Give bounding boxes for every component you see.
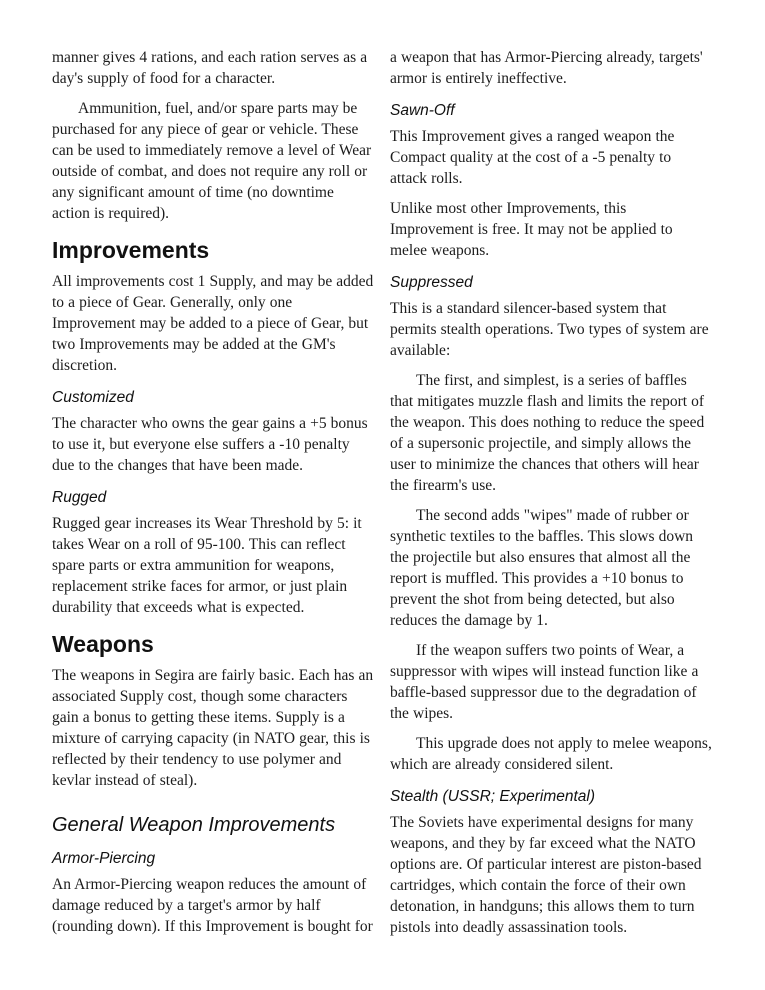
paragraph: manner gives 4 rations, and each ration serves as a day's supply of food for a character. bbox=[52, 49, 368, 87]
paragraph: The second adds "wipes" made of rubber or synthetic textiles to the baffles. This slows down the projectile but also ensures that almost all the report is muffled. This provides a +10 bonus to prevent the shot from being detected, but also reduces the damage by 1. bbox=[390, 507, 694, 629]
entry-heading: Rugged bbox=[52, 489, 107, 506]
paragraph: This is a standard silencer-based system that permits stealth operations. Two types of system are available: bbox=[390, 300, 709, 359]
paragraph: Rugged gear increases its Wear Threshold by 5: it takes Wear on a roll of 95-100. This can reflect spare parts or extra ammunition for weapons, replacement strike faces for armor, or just plain durability that exceeds what is expected. bbox=[52, 515, 362, 616]
section-heading: Weapons bbox=[52, 631, 154, 657]
paragraph: The weapons in Segira are fairly basic. Each has an associated Supply cost, though some characters gain a bonus to getting these items. Supply is a mixture of carrying capacity (in NATO gear, this is reflected by their tendency to use polymer and kevlar instead of steal). bbox=[52, 667, 374, 789]
subsection-heading: General Weapon Improvements bbox=[52, 814, 336, 836]
entry-heading: Stealth (USSR; Experimental) bbox=[390, 788, 596, 805]
entry-heading: Sawn-Off bbox=[390, 102, 455, 119]
paragraph: Unlike most other Improvements, this Improvement is free. It may not be applied to melee weapons. bbox=[390, 200, 673, 259]
paragraph: This Improvement gives a ranged weapon the Compact quality at the cost of a -5 penalty to attack rolls. bbox=[390, 128, 675, 187]
paragraph: Ammunition, fuel, and/or spare parts may be purchased for any piece of gear or vehicle. These can be used to immediately remove a level of Wear outside of combat, and does not require any roll or any significant amount of time (no downtime action is required). bbox=[52, 100, 372, 222]
paragraph: The Soviets have experimental designs for many weapons, and they by far exceed what the NATO options are. Of particular interest are piston-based cartridges, which contain the force of their own detonation, in handguns; this allows them to turn pistols into deadly assassination tools. bbox=[390, 814, 702, 936]
entry-heading: Customized bbox=[52, 389, 134, 406]
paragraph: An Armor-Piercing weapon reduces the amount of damage reduced by a target's armor by half (rounding down). If this Improvement is bought for bbox=[52, 876, 373, 935]
paragraph: a weapon that has Armor-Piercing already, targets' armor is entirely ineffective. bbox=[390, 49, 703, 87]
paragraph: This upgrade does not apply to melee weapons, which are already considered silent. bbox=[390, 735, 712, 773]
paragraph: All improvements cost 1 Supply, and may be added to a piece of Gear. Generally, only one Improvement may be added to a piece of Gear, but two Improvements may be added at the GM's discretion. bbox=[52, 273, 374, 374]
column-left bbox=[52, 47, 374, 947]
entry-heading: Suppressed bbox=[390, 274, 473, 291]
column-right bbox=[390, 47, 712, 947]
paragraph: If the weapon suffers two points of Wear, a suppressor with wipes will instead function like a baffle-based suppressor due to the degradation of the wipes. bbox=[390, 642, 699, 722]
paragraph: The first, and simplest, is a series of baffles that mitigates muzzle flash and limits the report of the weapon. This does nothing to reduce the speed of a supersonic projectile, and simply allows the user to minimize the chances that others will hear the firearm's use. bbox=[390, 372, 705, 494]
entry-heading: Armor-Piercing bbox=[52, 850, 156, 867]
section-heading: Improvements bbox=[52, 237, 210, 263]
paragraph: The character who owns the gear gains a +5 bonus to use it, but everyone else suffers a -10 penalty due to the changes that have been made. bbox=[52, 415, 368, 474]
